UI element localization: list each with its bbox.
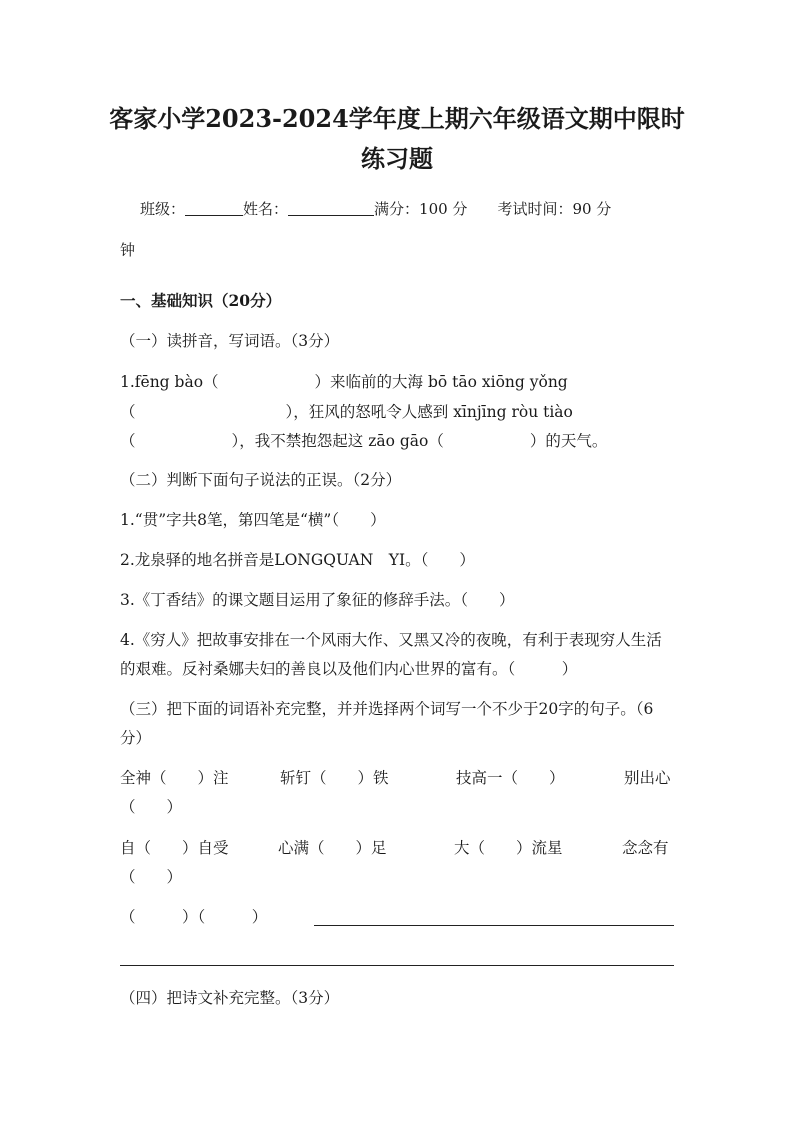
part1-heading: （一）读拼音，写词语。（3分） xyxy=(120,332,340,350)
idiom-r1w4-tail: （ ） xyxy=(120,798,183,816)
name-label: 姓名： xyxy=(243,200,289,218)
judge-q4-line-2: 的艰难。反衬桑娜夫妇的善良以及他们内心世界的富有。（ ） xyxy=(120,660,578,678)
pinyin-line-2: （ ），狂风的怒吼令人感到 xīnjīng ròu tiào xyxy=(120,403,573,421)
pinyin-line-3: （ ），我不禁抱怨起这 zāo gāo（ ）的天气。 xyxy=(120,432,608,450)
idiom-r2w4-tail: （ ） xyxy=(120,868,183,886)
idiom-r2w1: 自（ ）自受 xyxy=(120,839,229,857)
idiom-r2w2: 心满（ ）足 xyxy=(278,839,387,857)
sentence-line-2[interactable] xyxy=(120,965,674,966)
idiom-r2w3: 大（ ）流星 xyxy=(454,839,563,857)
exam-time: 考试时间：90 分 xyxy=(497,200,612,218)
exam-info-line xyxy=(140,199,611,219)
class-blank[interactable] xyxy=(185,199,243,216)
part3-heading-line-1: （三）把下面的词语补充完整，并并选择两个词写一个不少于20字的句子。（6 xyxy=(120,700,654,718)
part3-heading-line-2: 分） xyxy=(120,729,152,747)
part4-heading: （四）把诗文补充完整。（3分） xyxy=(120,989,340,1007)
exam-title-line-1: 客家小学2023-2024学年度上期六年级语文期中限时 xyxy=(109,104,685,133)
sentence-line-1[interactable] xyxy=(314,925,674,926)
exam-title-line-2: 练习题 xyxy=(361,144,433,173)
chosen-words: （ ）（ ） xyxy=(120,908,268,926)
name-blank[interactable] xyxy=(288,199,374,216)
idiom-r1w4: 别出心 xyxy=(624,769,671,787)
pinyin-line-1: 1.fēng bào（ ）来临前的大海 bō tāo xiōng yǒng xyxy=(120,373,568,391)
exam-time-wrap: 钟 xyxy=(120,241,136,259)
part2-heading: （二）判断下面句子说法的正误。（2分） xyxy=(120,471,402,489)
judge-q1: 1.“贯”字共8笔，第四笔是“横”（ ） xyxy=(120,511,386,529)
idiom-r2w4: 念念有 xyxy=(622,839,669,857)
judge-q2: 2.龙泉驿的地名拼音是LONGQUAN YI。（ ） xyxy=(120,551,475,569)
judge-q4-line-1: 4.《穷人》把故事安排在一个风雨大作、又黑又冷的夜晚，有利于表现穷人生活 xyxy=(120,631,662,649)
full-score: 满分：100 分 xyxy=(374,200,468,218)
judge-q3: 3.《丁香结》的课文题目运用了象征的修辞手法。（ ） xyxy=(120,591,515,609)
idiom-r1w1: 全神（ ）注 xyxy=(120,769,229,787)
idiom-r1w3: 技高一（ ） xyxy=(456,769,565,787)
class-label: 班级： xyxy=(140,200,186,218)
section-heading-basics: 一、基础知识（20分） xyxy=(120,291,282,310)
idiom-r1w2: 斩钉（ ）铁 xyxy=(280,769,389,787)
